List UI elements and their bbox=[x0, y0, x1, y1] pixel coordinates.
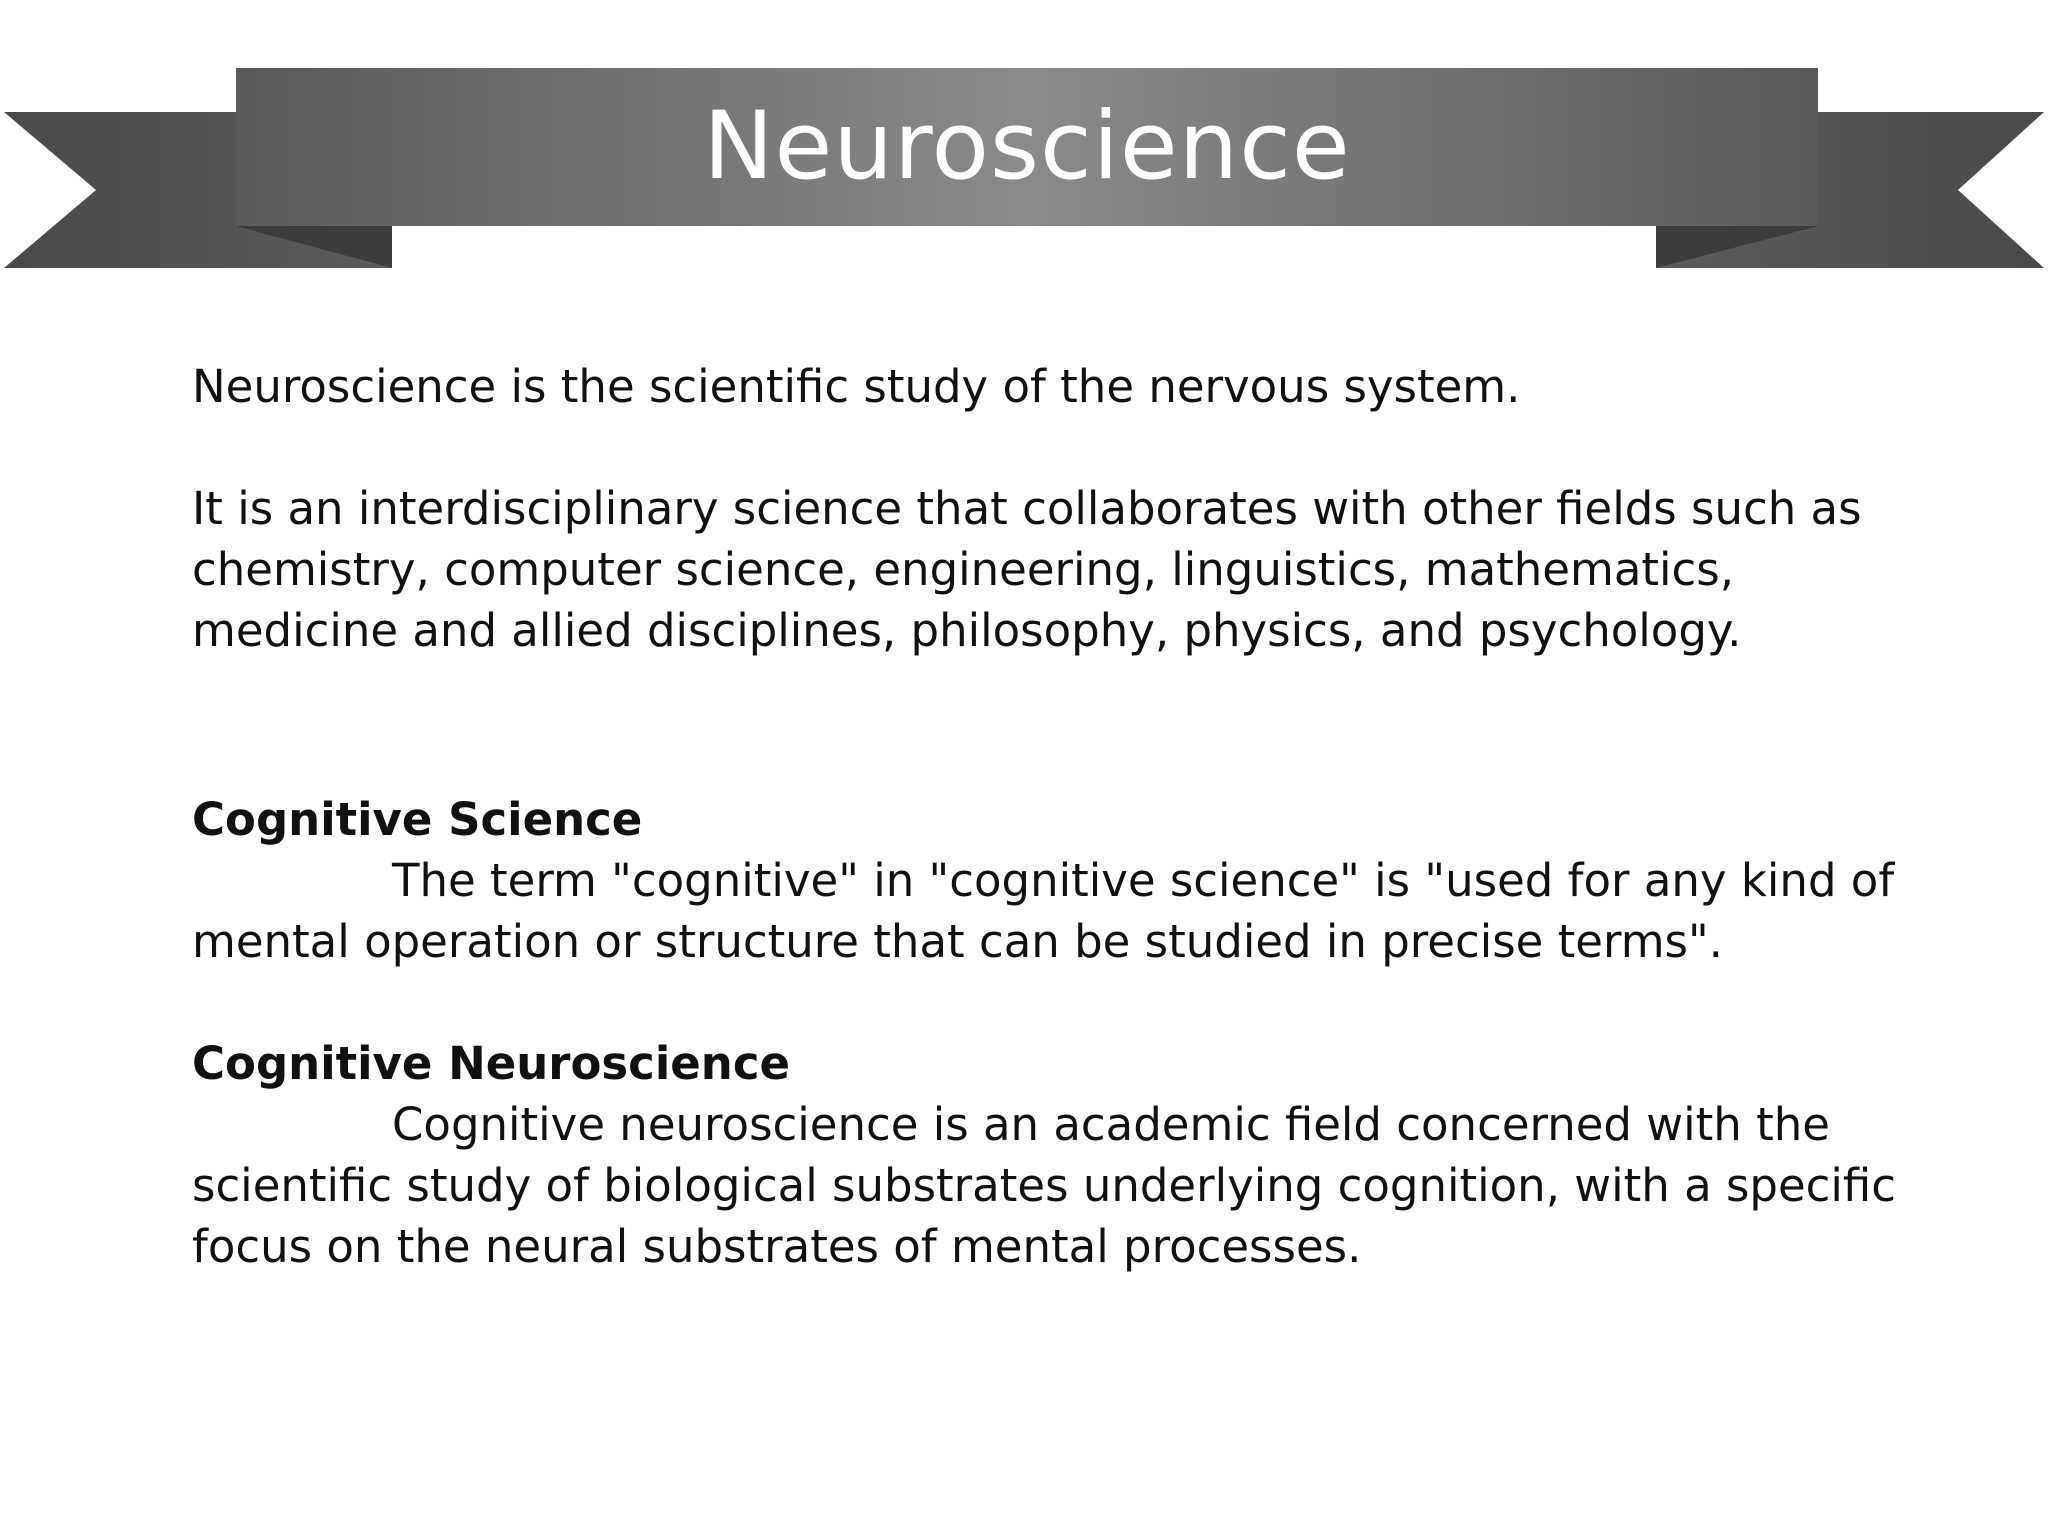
intro-paragraph-2: It is an interdisciplinary science that collaborates with other fields such as chemistry, computer science, engineering, linguistics, mathematics, medicine and allied disciplines, philosophy, physics, and psychology. bbox=[192, 482, 1862, 657]
section-cognitive-neuroscience bbox=[192, 1033, 1952, 1277]
section-body: Cognitive neuroscience is an academic field concerned with the scientific study of biological substrates underlying cognition, with a specific focus on the neural substrates of mental processes. bbox=[192, 1098, 1896, 1273]
section-body: The term "cognitive" in "cognitive science" is "used for any kind of mental operation or structure that can be studied in precise terms". bbox=[192, 854, 1895, 968]
page-title: Neuroscience bbox=[703, 92, 1351, 201]
intro-paragraph-1: Neuroscience is the scientific study of the nervous system. bbox=[192, 360, 1521, 413]
section-cognitive-science bbox=[192, 789, 1952, 972]
section-heading: Cognitive Neuroscience bbox=[192, 1037, 791, 1090]
section-heading: Cognitive Science bbox=[192, 793, 643, 846]
main-content bbox=[192, 356, 1952, 1277]
title-banner bbox=[0, 0, 2048, 280]
